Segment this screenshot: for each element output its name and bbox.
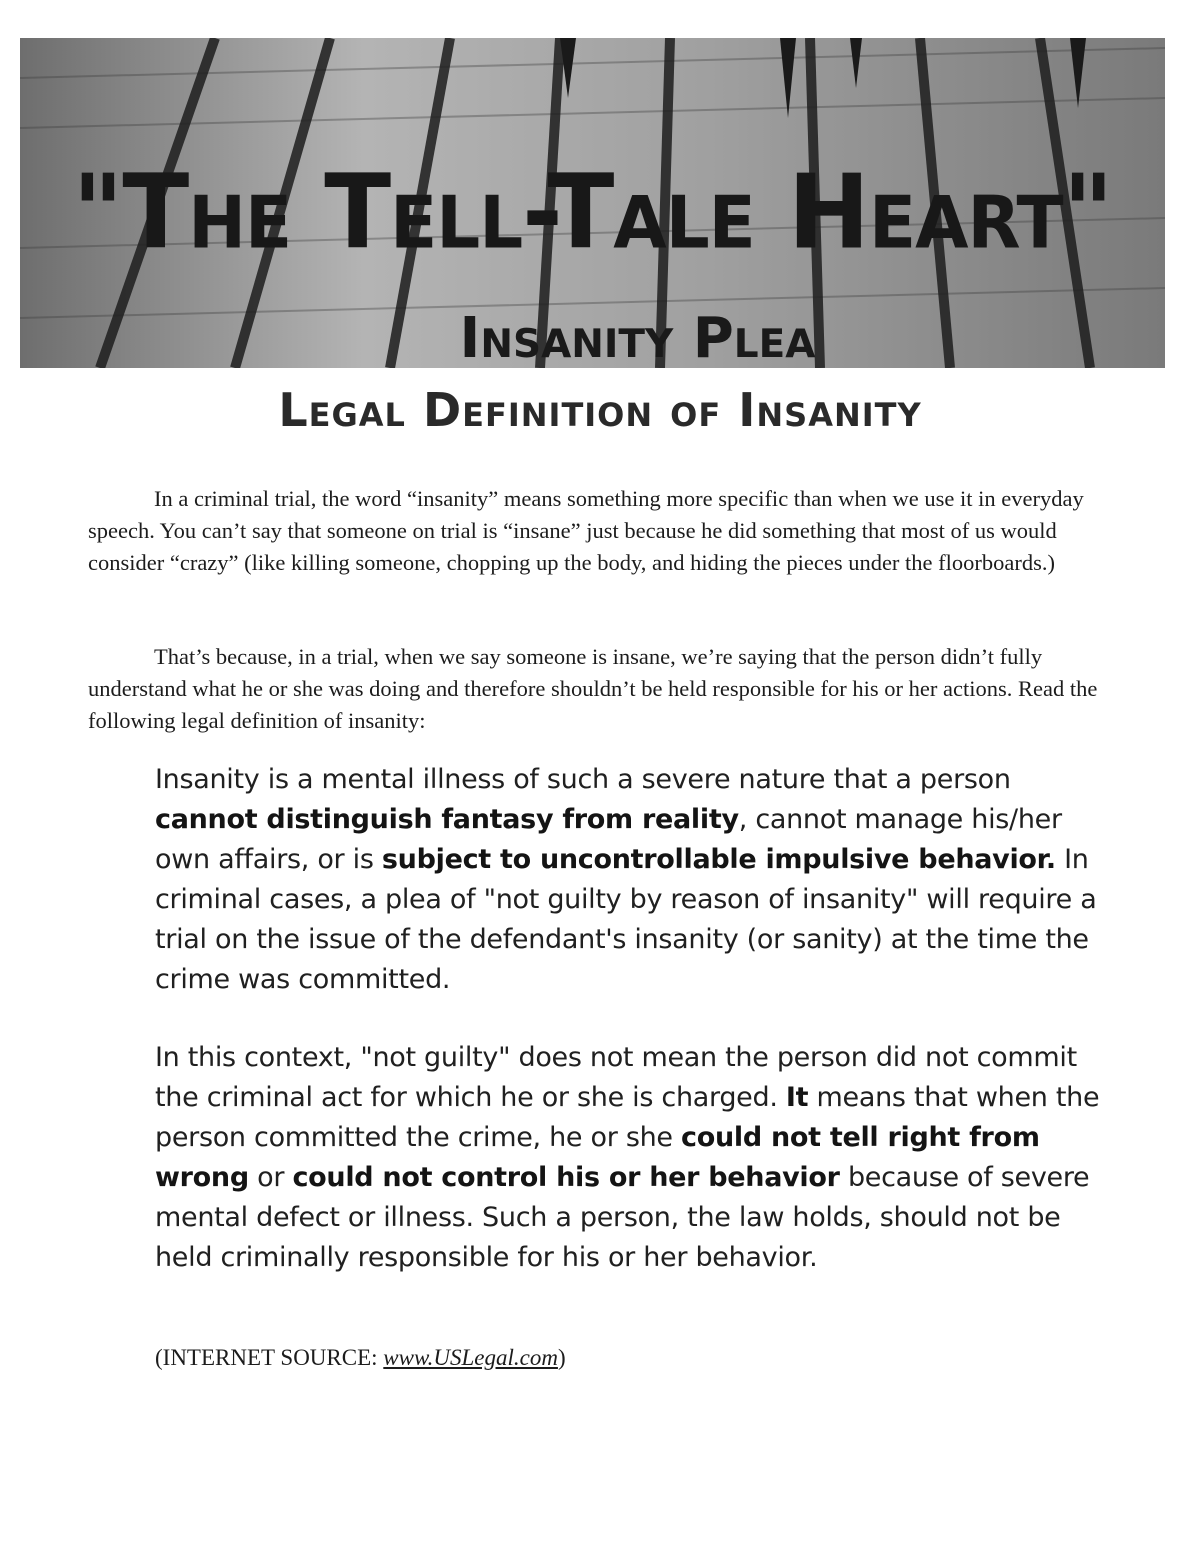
intro-paragraph-2: That’s because, in a trial, when we say someone is insane, we’re saying that the person didn’t fully understand what he or she was doing and therefore shouldn’t be held responsible for his or her actions. Read the following legal definition of insanity: (88, 644, 1098, 733)
quote2-text-3: or (248, 1162, 293, 1193)
quote1-bold-2: subject to uncontrollable impulsive behavior. (381, 844, 1056, 875)
quote2-bold-1: It (785, 1082, 809, 1113)
quote2-bold-3: could not control his or her behavior (292, 1162, 840, 1193)
source-prefix: (INTERNET SOURCE: (155, 1345, 384, 1370)
definition-quote-1 (155, 760, 1110, 1000)
quote1-text-1: Insanity is a mental illness of such a severe nature that a person (155, 764, 1011, 795)
header-banner (20, 38, 1165, 368)
quote2-bold-2: could not tell right from wrong (155, 1122, 1040, 1193)
quote2-text-4: because of severe mental defect or illness. Such a person, the law holds, should not be held criminally responsible for his or her behavior. (155, 1162, 1090, 1273)
quote2-text-1: In this context, "not guilty" does not mean the person did not commit the criminal act for which he or she is charged. (155, 1042, 1077, 1113)
banner-subtitle: Insanity Plea (459, 306, 816, 368)
intro-paragraph-1: In a criminal trial, the word “insanity” means something more specific than when we use it in everyday speech. You can’t say that someone on trial is “insane” just because he did something that most of us would consider “crazy” (like killing someone, chopping up the body, and hiding the pieces under the floorboards.) (88, 486, 1084, 575)
banner-title: "The Tell-Tale Heart" (72, 153, 1113, 273)
quote1-text-3: In criminal cases, a plea of "not guilty by reason of insanity" will require a trial on the issue of the defendant's insanity (or sanity) at the time the crime was committed. (155, 844, 1097, 995)
source-citation (155, 1345, 566, 1371)
source-link[interactable]: www.USLegal.com (383, 1345, 558, 1370)
quote1-text-2: , cannot manage his/her own affairs, or is (155, 804, 1062, 875)
definition-quote-2 (155, 1038, 1110, 1278)
quote2-text-2: means that when the person committed the crime, he or she (155, 1082, 1100, 1153)
quote1-bold-1: cannot distinguish fantasy from reality (155, 804, 739, 835)
source-suffix: ) (557, 1345, 566, 1370)
page-title: Legal Definition of Insanity (278, 383, 922, 437)
